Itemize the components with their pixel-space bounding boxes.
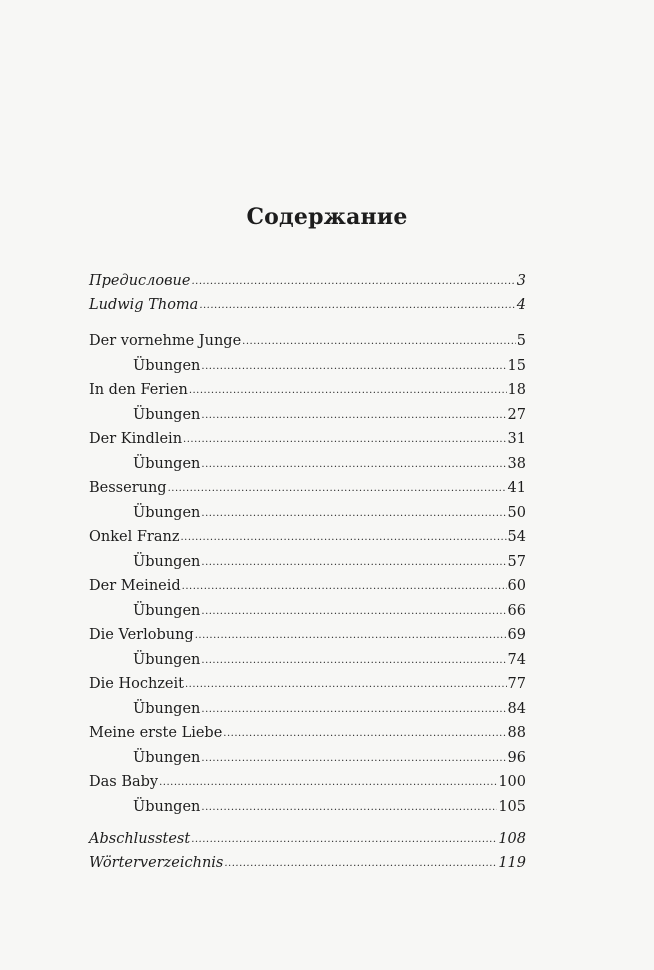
toc-entry-page: 3 xyxy=(516,273,526,289)
leader-dots xyxy=(159,772,497,794)
toc-entry-label: Der vornehme Junge xyxy=(89,333,242,349)
toc-entry-label: Übungen xyxy=(133,652,201,668)
toc-entry-label: Die Verlobung xyxy=(89,627,194,643)
toc-entry xyxy=(89,270,526,292)
leader-dots xyxy=(191,271,515,293)
toc-entry-label: Onkel Franz xyxy=(89,529,180,545)
toc-entry-page: 105 xyxy=(498,799,526,815)
toc-entry-page: 27 xyxy=(507,407,526,423)
leader-dots xyxy=(185,674,507,696)
leader-dots xyxy=(195,625,507,647)
toc-entry xyxy=(89,404,526,426)
toc-entry-label: Abschlusstest xyxy=(89,831,191,847)
toc-entry-page: 15 xyxy=(507,358,526,374)
toc-entry xyxy=(89,673,526,695)
toc-entry-label: Der Kindlein xyxy=(89,431,183,447)
toc-entry xyxy=(89,551,526,573)
toc-entry-page: 69 xyxy=(507,627,526,643)
toc-entry xyxy=(89,852,526,874)
leader-dots xyxy=(201,405,506,427)
leader-dots xyxy=(182,576,507,598)
leader-dots xyxy=(201,699,506,721)
toc-entry-label: Wörterverzeichnis xyxy=(89,855,224,871)
toc-entry-label: Der Meineid xyxy=(89,578,181,594)
toc-entry xyxy=(89,526,526,548)
leader-dots xyxy=(183,429,507,451)
toc-entry-page: 4 xyxy=(516,297,526,313)
toc-entry-page: 66 xyxy=(507,603,526,619)
leader-dots xyxy=(168,478,507,500)
leader-dots xyxy=(201,454,506,476)
toc-entry-page: 57 xyxy=(507,554,526,570)
leader-dots xyxy=(201,552,506,574)
page-title: Содержание xyxy=(246,204,408,230)
toc-entry-page: 41 xyxy=(507,480,526,496)
toc-entry xyxy=(89,453,526,475)
toc-entry-label: Übungen xyxy=(133,505,201,521)
toc-entry-label: Die Hochzeit xyxy=(89,676,184,692)
toc-entry-label: In den Ferien xyxy=(89,382,188,398)
toc-entry-page: 31 xyxy=(507,431,526,447)
toc-entry-page: 119 xyxy=(498,855,526,871)
leader-dots xyxy=(199,295,515,317)
toc-entry xyxy=(89,698,526,720)
toc-entry-label: Übungen xyxy=(133,358,201,374)
toc-entry-page: 18 xyxy=(507,382,526,398)
toc-entry-page: 5 xyxy=(516,333,526,349)
toc-entry xyxy=(89,294,526,316)
toc-entry xyxy=(89,747,526,769)
toc-entry xyxy=(89,575,526,597)
toc-entry-page: 77 xyxy=(507,676,526,692)
leader-dots xyxy=(180,527,506,549)
toc-entry xyxy=(89,477,526,499)
toc-entry xyxy=(89,330,526,352)
toc-entry xyxy=(89,600,526,622)
toc-entry xyxy=(89,771,526,793)
toc-entry-label: Предисловие xyxy=(89,273,191,289)
toc-entry xyxy=(89,379,526,401)
toc-entry-label: Übungen xyxy=(133,456,201,472)
toc-entry xyxy=(89,649,526,671)
toc-entry-page: 50 xyxy=(507,505,526,521)
toc-entry xyxy=(89,624,526,646)
toc-entry-label: Meine erste Liebe xyxy=(89,725,223,741)
leader-dots xyxy=(223,723,506,745)
toc-entry xyxy=(89,722,526,744)
leader-dots xyxy=(189,380,507,402)
toc-entry-label: Übungen xyxy=(133,701,201,717)
toc-entry-label: Übungen xyxy=(133,799,201,815)
leader-dots xyxy=(201,797,497,819)
leader-dots xyxy=(191,829,497,851)
toc-entry-label: Besserung xyxy=(89,480,167,496)
toc-entry-label: Übungen xyxy=(133,554,201,570)
toc-entry-page: 84 xyxy=(507,701,526,717)
toc-entry-label: Ludwig Thoma xyxy=(89,297,199,313)
leader-dots xyxy=(224,853,497,875)
leader-dots xyxy=(242,331,516,353)
toc-entry-page: 60 xyxy=(507,578,526,594)
toc-entry-page: 96 xyxy=(507,750,526,766)
toc-entry-page: 74 xyxy=(507,652,526,668)
toc-entry-page: 54 xyxy=(507,529,526,545)
leader-dots xyxy=(201,503,506,525)
toc-entry-label: Übungen xyxy=(133,407,201,423)
toc-entry-page: 100 xyxy=(498,774,526,790)
toc-entry-label: Übungen xyxy=(133,750,201,766)
toc-entry-label: Übungen xyxy=(133,603,201,619)
toc-entry-page: 88 xyxy=(507,725,526,741)
leader-dots xyxy=(201,650,506,672)
toc-entry xyxy=(89,796,526,818)
toc-entry-label: Das Baby xyxy=(89,774,159,790)
toc-entry xyxy=(89,828,526,850)
toc-entry xyxy=(89,428,526,450)
leader-dots xyxy=(201,601,506,623)
toc-entry-page: 38 xyxy=(507,456,526,472)
toc-entry xyxy=(89,355,526,377)
toc-entry xyxy=(89,502,526,524)
leader-dots xyxy=(201,356,506,378)
toc-entry-page: 108 xyxy=(498,831,526,847)
leader-dots xyxy=(201,748,506,770)
